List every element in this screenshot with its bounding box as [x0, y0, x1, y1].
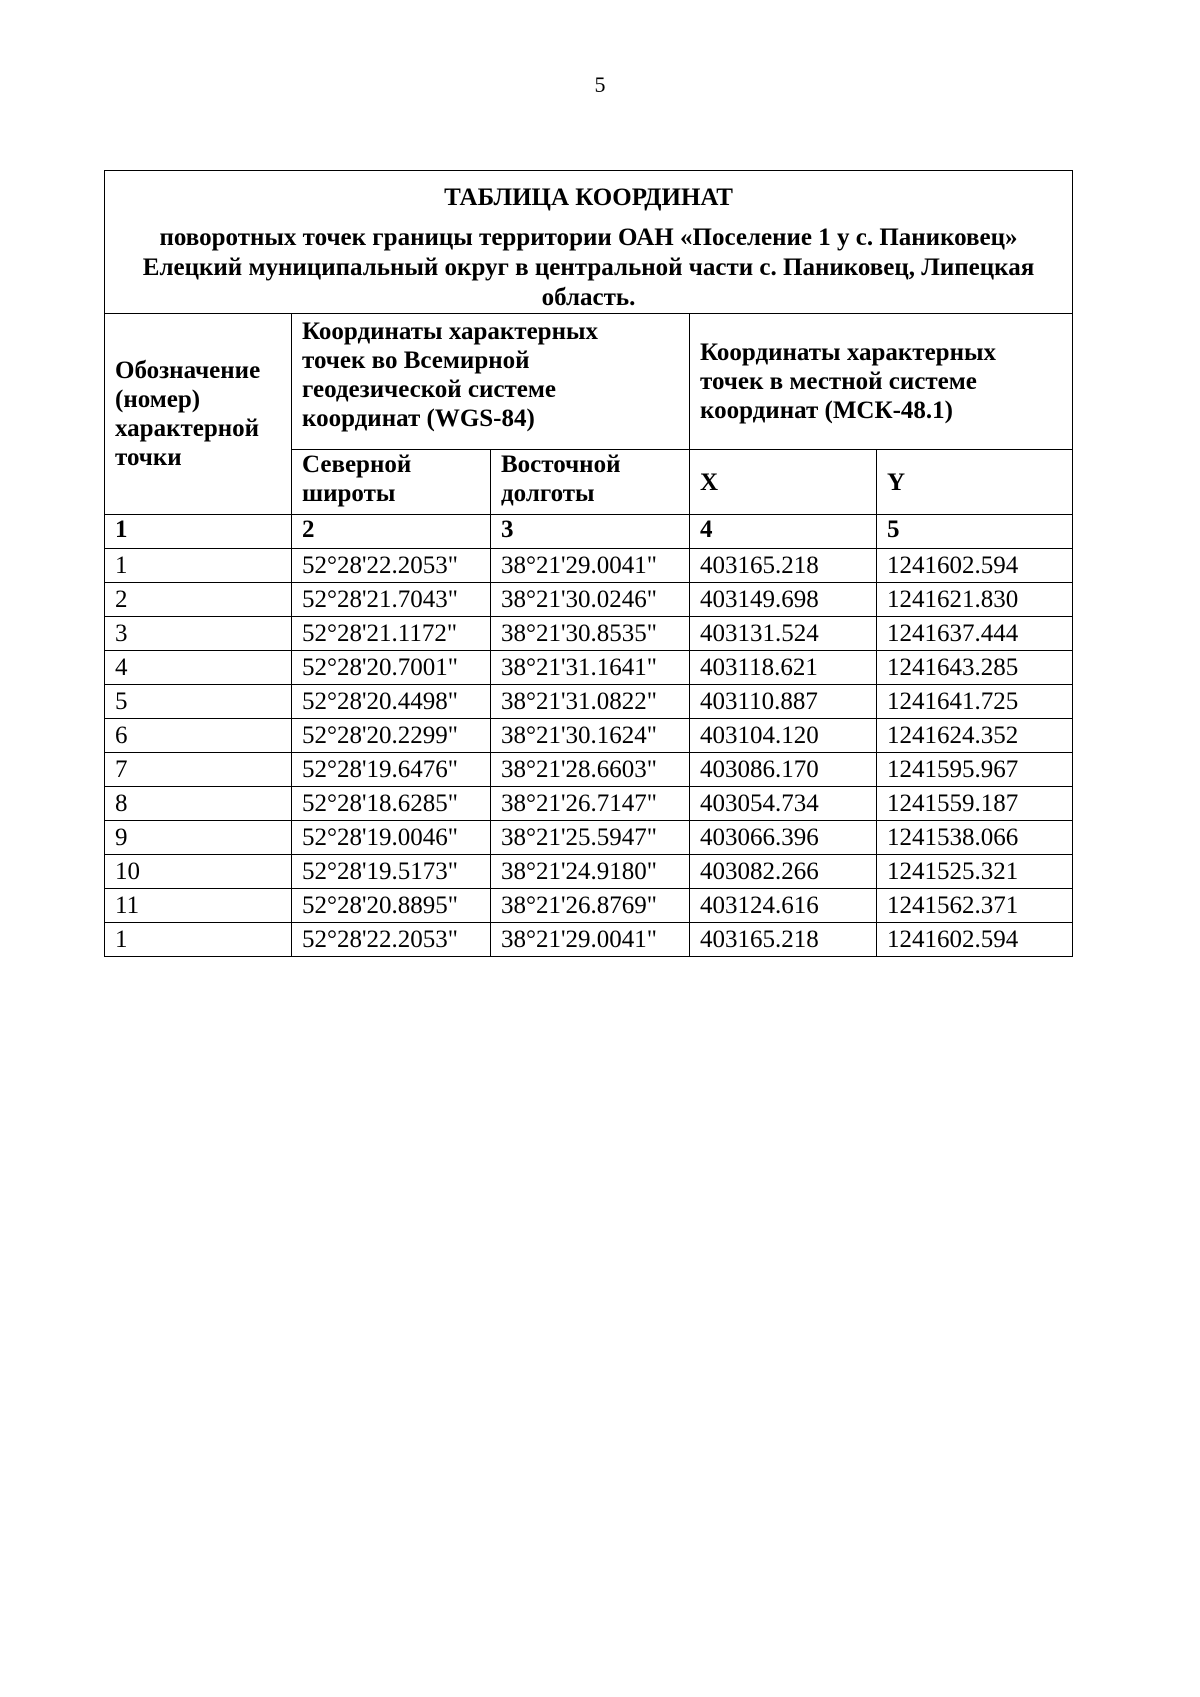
- cell-longitude: 38°21'25.5947": [491, 821, 690, 855]
- cell-x: 403104.120: [690, 719, 877, 753]
- cell-latitude: 52°28'20.4498": [292, 685, 491, 719]
- cell-x: 403131.524: [690, 617, 877, 651]
- table-row: [105, 821, 1073, 855]
- cell-x: 403124.616: [690, 889, 877, 923]
- table-title-cell: [105, 171, 1073, 314]
- cell-y: 1241538.066: [877, 821, 1073, 855]
- cell-longitude: 38°21'26.8769": [491, 889, 690, 923]
- cell-y: 1241641.725: [877, 685, 1073, 719]
- cell-latitude: 52°28'21.7043": [292, 583, 491, 617]
- cell-y: 1241559.187: [877, 787, 1073, 821]
- header-point-designation: Обозначение (номер) характерной точки: [105, 314, 292, 515]
- cell-latitude: 52°28'20.2299": [292, 719, 491, 753]
- cell-point-number: 10: [105, 855, 292, 889]
- cell-longitude: 38°21'31.0822": [491, 685, 690, 719]
- cell-latitude: 52°28'20.8895": [292, 889, 491, 923]
- table-row: [105, 617, 1073, 651]
- column-number: 2: [292, 515, 491, 549]
- cell-latitude: 52°28'21.1172": [292, 617, 491, 651]
- table-row: [105, 685, 1073, 719]
- cell-latitude: 52°28'18.6285": [292, 787, 491, 821]
- cell-longitude: 38°21'24.9180": [491, 855, 690, 889]
- cell-point-number: 4: [105, 651, 292, 685]
- cell-latitude: 52°28'19.5173": [292, 855, 491, 889]
- cell-x: 403149.698: [690, 583, 877, 617]
- table-row: [105, 549, 1073, 583]
- header-lat: Северной широты: [292, 450, 491, 515]
- column-number-row: [105, 515, 1073, 549]
- cell-y: 1241602.594: [877, 923, 1073, 957]
- cell-y: 1241602.594: [877, 549, 1073, 583]
- cell-latitude: 52°28'20.7001": [292, 651, 491, 685]
- cell-y: 1241643.285: [877, 651, 1073, 685]
- cell-longitude: 38°21'29.0041": [491, 549, 690, 583]
- cell-x: 403165.218: [690, 923, 877, 957]
- cell-point-number: 8: [105, 787, 292, 821]
- cell-y: 1241637.444: [877, 617, 1073, 651]
- cell-point-number: 2: [105, 583, 292, 617]
- table-row: [105, 855, 1073, 889]
- header-lon: Восточной долготы: [491, 450, 690, 515]
- header-msk-group: Координаты характерных точек в местной системе координат (МСК-48.1): [690, 314, 1073, 450]
- cell-point-number: 1: [105, 923, 292, 957]
- cell-y: 1241595.967: [877, 753, 1073, 787]
- table-row: [105, 753, 1073, 787]
- cell-latitude: 52°28'22.2053": [292, 923, 491, 957]
- cell-y: 1241525.321: [877, 855, 1073, 889]
- table-row: [105, 889, 1073, 923]
- cell-y: 1241621.830: [877, 583, 1073, 617]
- cell-y: 1241562.371: [877, 889, 1073, 923]
- table-row: [105, 787, 1073, 821]
- cell-x: 403118.621: [690, 651, 877, 685]
- cell-latitude: 52°28'19.0046": [292, 821, 491, 855]
- cell-point-number: 1: [105, 549, 292, 583]
- cell-longitude: 38°21'30.0246": [491, 583, 690, 617]
- table-row: [105, 651, 1073, 685]
- column-number: 4: [690, 515, 877, 549]
- cell-x: 403082.266: [690, 855, 877, 889]
- column-number: 3: [491, 515, 690, 549]
- cell-point-number: 11: [105, 889, 292, 923]
- cell-x: 403110.887: [690, 685, 877, 719]
- cell-longitude: 38°21'30.1624": [491, 719, 690, 753]
- cell-point-number: 6: [105, 719, 292, 753]
- table-row: [105, 923, 1073, 957]
- cell-point-number: 7: [105, 753, 292, 787]
- cell-point-number: 5: [105, 685, 292, 719]
- table-subtitle: поворотных точек границы территории ОАН «Поселение 1 у с. Паниковец» Елецкий муниципальный округ в центральной части с. Паниковец, Липецкая область.: [142, 224, 1035, 311]
- table-row: [105, 719, 1073, 753]
- cell-longitude: 38°21'31.1641": [491, 651, 690, 685]
- cell-longitude: 38°21'26.7147": [491, 787, 690, 821]
- column-number: 5: [877, 515, 1073, 549]
- coordinates-table: [104, 170, 1073, 957]
- cell-x: 403165.218: [690, 549, 877, 583]
- header-wgs-group: Координаты характерных точек во Всемирной геодезической системе координат (WGS-84): [292, 314, 690, 450]
- cell-longitude: 38°21'29.0041": [491, 923, 690, 957]
- column-number: 1: [105, 515, 292, 549]
- table-row: [105, 583, 1073, 617]
- page-number: 5: [594, 72, 606, 97]
- cell-y: 1241624.352: [877, 719, 1073, 753]
- cell-longitude: 38°21'30.8535": [491, 617, 690, 651]
- cell-point-number: 9: [105, 821, 292, 855]
- cell-point-number: 3: [105, 617, 292, 651]
- table-title: ТАБЛИЦА КООРДИНАТ: [444, 184, 733, 211]
- header-x: X: [690, 450, 877, 515]
- cell-x: 403086.170: [690, 753, 877, 787]
- cell-x: 403054.734: [690, 787, 877, 821]
- cell-longitude: 38°21'28.6603": [491, 753, 690, 787]
- header-y: Y: [877, 450, 1073, 515]
- cell-x: 403066.396: [690, 821, 877, 855]
- cell-latitude: 52°28'22.2053": [292, 549, 491, 583]
- cell-latitude: 52°28'19.6476": [292, 753, 491, 787]
